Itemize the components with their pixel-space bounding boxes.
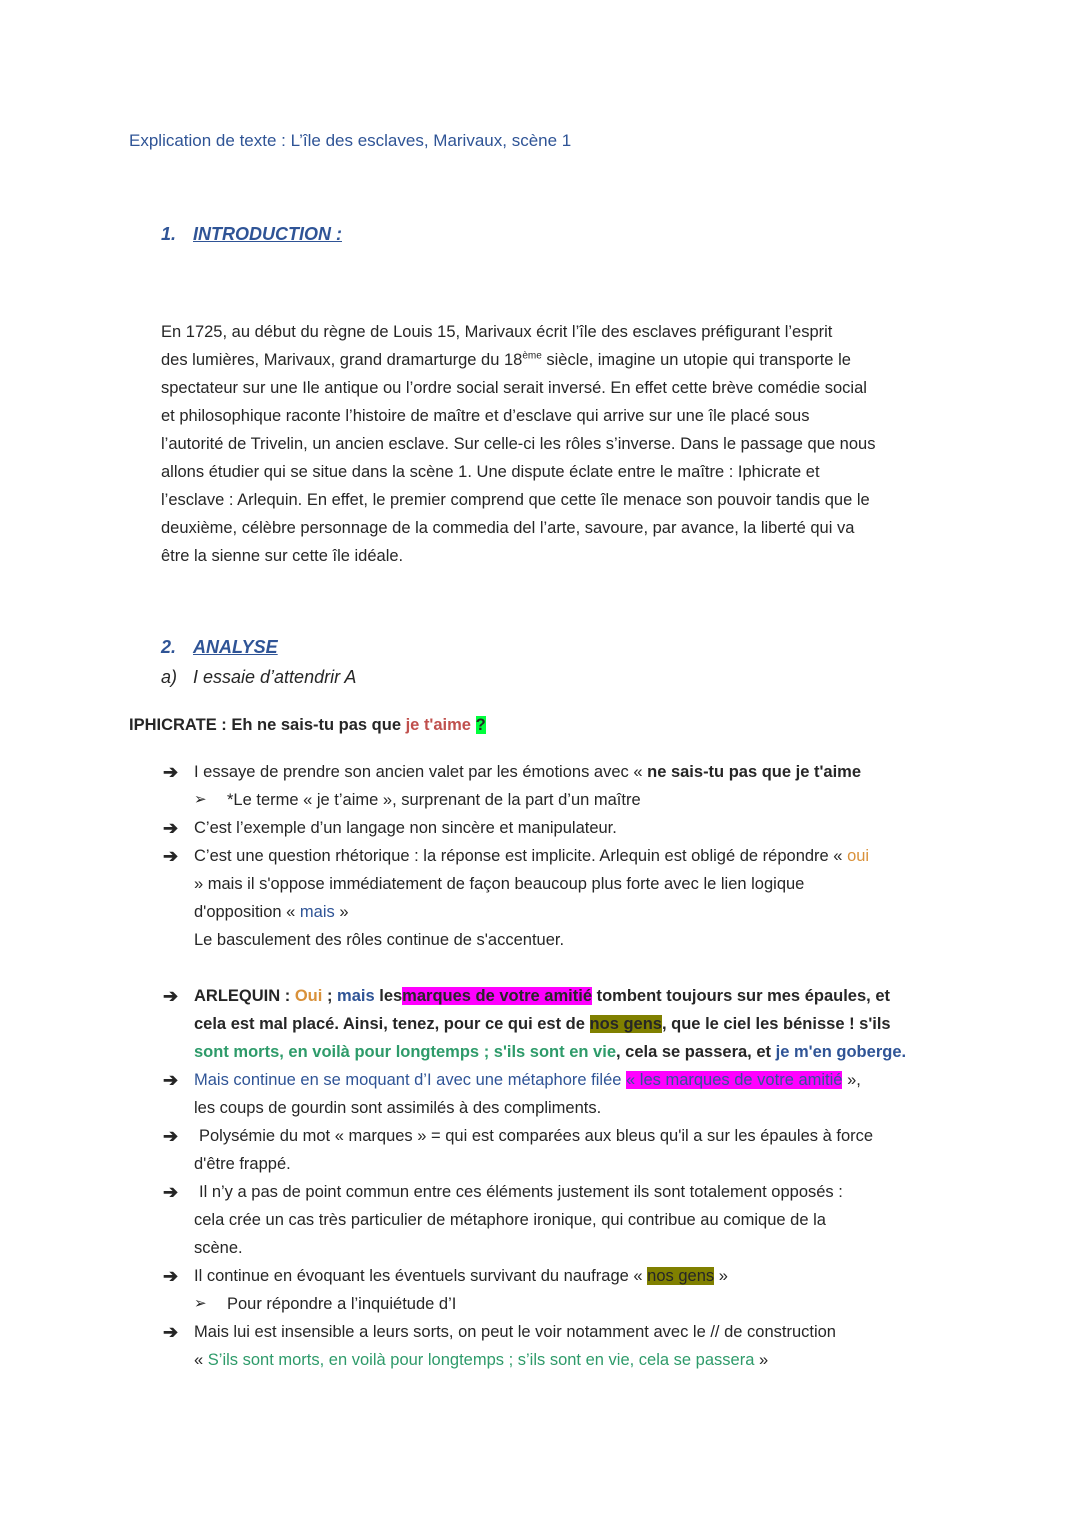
bullet-item [194, 758, 861, 786]
subsection-number: a) [161, 667, 178, 687]
highlight-marques: « les marques de votre amitié [626, 1071, 843, 1089]
highlight-marques: marques de votre amitié [402, 987, 592, 1005]
intro-line: deuxième, célèbre personnage de la commedia del l’arte, savoure, par avance, la liberté qui va [161, 519, 855, 537]
intro-line-text: siècle, imagine un utopie qui transporte le [546, 351, 851, 369]
section-heading-introduction [161, 224, 342, 245]
intro-line [161, 346, 961, 374]
sub-bullet-item: Pour répondre a l’inquiétude d’I [227, 1295, 457, 1313]
arlequin-quote-line [194, 1038, 906, 1066]
arlequin-mais: mais [337, 987, 375, 1005]
arlequin-oui: Oui [294, 987, 323, 1005]
intro-line: et philosophique raconte l’histoire de maître et d’esclave qui arrive sur une île placé sous [161, 407, 810, 425]
subsection-heading [161, 667, 356, 688]
sub-bullet-item: *Le terme « je t’aime », surprenant de la part d’un maître [227, 791, 641, 809]
sub-arrow-icon: ➢ [194, 791, 207, 808]
bullet-text: C’est une question rhétorique : la réponse est implicite. Arlequin est obligé de répondre « [194, 847, 843, 865]
sub-arrow-icon: ➢ [194, 1295, 207, 1312]
arlequin-quote-line [194, 982, 890, 1010]
arlequin-text: les [379, 987, 403, 1005]
document-title: Explication de texte : L’île des esclaves, Marivaux, scène 1 [129, 131, 572, 150]
highlight-nos-gens: nos gens [647, 1267, 715, 1285]
intro-line: être la sienne sur cette île idéale. [161, 547, 404, 565]
bullet-continuation: Le basculement des rôles continue de s'accentuer. [194, 931, 565, 949]
arlequin-text: , cela se passera, et [616, 1043, 772, 1061]
bullet-text: I essaye de prendre son ancien valet par les émotions avec « [194, 763, 643, 781]
arrow-icon: ➔ [163, 1182, 179, 1202]
intro-line: En 1725, au début du règne de Louis 15, Marivaux écrit l’île des esclaves préfigurant l’esprit [161, 323, 833, 341]
arlequin-green-text: sont morts, en voilà pour longtemps ; s'ils sont en vie [194, 1043, 616, 1061]
bullet-item: Mais lui est insensible a leurs sorts, on peut le voir notamment avec le // de construction [194, 1323, 836, 1341]
bullet-item [194, 842, 869, 870]
bullet-text: » [758, 1351, 769, 1369]
arrow-icon: ➔ [163, 1266, 179, 1286]
arrow-icon: ➔ [163, 1322, 179, 1342]
arlequin-blue-text: je m'en goberge. [775, 1043, 907, 1061]
bullet-text: « [194, 1351, 204, 1369]
section-label: ANALYSE [193, 637, 278, 657]
intro-line: l’autorité de Trivelin, un ancien esclave. Sur celle-ci les rôles s’inverse. Dans le passage que nous [161, 435, 876, 453]
arrow-icon: ➔ [163, 986, 179, 1006]
bullet-continuation: cela crée un cas très particulier de métaphore ironique, qui contribue au comique de la [194, 1211, 826, 1229]
section-heading-analyse [161, 637, 278, 658]
arrow-icon: ➔ [163, 1070, 179, 1090]
bullet-item: C’est l’exemple d’un langage non sincère et manipulateur. [194, 819, 617, 837]
intro-line: allons étudier qui se situe dans la scène 1. Une dispute éclate entre le maître : Iphicrate et [161, 463, 820, 481]
arlequin-quote-line [194, 1010, 891, 1038]
bullet-text: » [718, 1267, 728, 1285]
highlight-nos-gens: nos gens [589, 1015, 662, 1033]
iphicrate-quote [129, 716, 486, 735]
quote-text: Eh ne sais-tu pas que [231, 716, 401, 734]
arrow-icon: ➔ [163, 818, 179, 838]
bullet-text: » [339, 903, 349, 921]
bullet-green-quote: S’ils sont morts, en voilà pour longtemps ; s’ils sont en vie, cela se passera [207, 1351, 755, 1369]
question-mark-highlight: ? [475, 716, 486, 734]
bullet-bold: ne sais-tu pas que je t'aime [647, 763, 862, 781]
arrow-icon: ➔ [163, 1126, 179, 1146]
superscript: ème [522, 350, 542, 362]
punctuation: ; [326, 987, 333, 1005]
bullet-continuation: les coups de gourdin sont assimilés à des compliments. [194, 1099, 602, 1117]
introduction-paragraph [161, 318, 961, 570]
arlequin-text: cela est mal placé. Ainsi, tenez, pour ce qui est de [194, 1015, 585, 1033]
section-number: 1. [161, 224, 177, 244]
intro-line: spectateur sur une Ile antique ou l’ordre social serait inversé. En effet cette brève comédie social [161, 379, 867, 397]
bullet-text: Il continue en évoquant les éventuels survivant du naufrage « [194, 1267, 643, 1285]
bullet-continuation [194, 898, 349, 926]
bullet-item: Polysémie du mot « marques » = qui est comparées aux bleus qu'il a sur les épaules à force [199, 1127, 874, 1145]
speaker-name: IPHICRATE : [129, 716, 227, 734]
bullet-text: d'opposition « [194, 903, 296, 921]
arrow-icon: ➔ [163, 762, 179, 782]
arrow-icon: ➔ [163, 846, 179, 866]
section-number: 2. [161, 637, 177, 657]
bullet-continuation: d'être frappé. [194, 1155, 291, 1173]
subsection-label: I essaie d’attendrir A [193, 667, 357, 687]
arlequin-text: , que le ciel les bénisse ! s'ils [661, 1015, 891, 1033]
bullet-mais: mais [299, 903, 335, 921]
quote-highlight: je t'aime [405, 716, 471, 734]
arlequin-text: tombent toujours sur mes épaules, et [596, 987, 890, 1005]
speaker-name: ARLEQUIN : [194, 987, 291, 1005]
intro-line: l’esclave : Arlequin. En effet, le premier comprend que cette île menace son pouvoir tandis que le [161, 491, 870, 509]
bullet-text: », [847, 1071, 861, 1089]
bullet-oui: oui [847, 847, 870, 865]
bullet-text: Mais continue en se moquant d’I avec une métaphore filée [194, 1071, 622, 1089]
bullet-continuation: » mais il s'oppose immédiatement de façon beaucoup plus forte avec le lien logique [194, 875, 805, 893]
section-label: INTRODUCTION : [193, 224, 342, 244]
bullet-item [194, 1066, 861, 1094]
bullet-continuation: scène. [194, 1239, 243, 1257]
bullet-continuation [194, 1346, 768, 1374]
bullet-item [194, 1262, 728, 1290]
bullet-item: Il n’y a pas de point commun entre ces éléments justement ils sont totalement opposés : [199, 1183, 843, 1201]
intro-line-text: des lumières, Marivaux, grand dramarturge du 18 [161, 351, 523, 369]
